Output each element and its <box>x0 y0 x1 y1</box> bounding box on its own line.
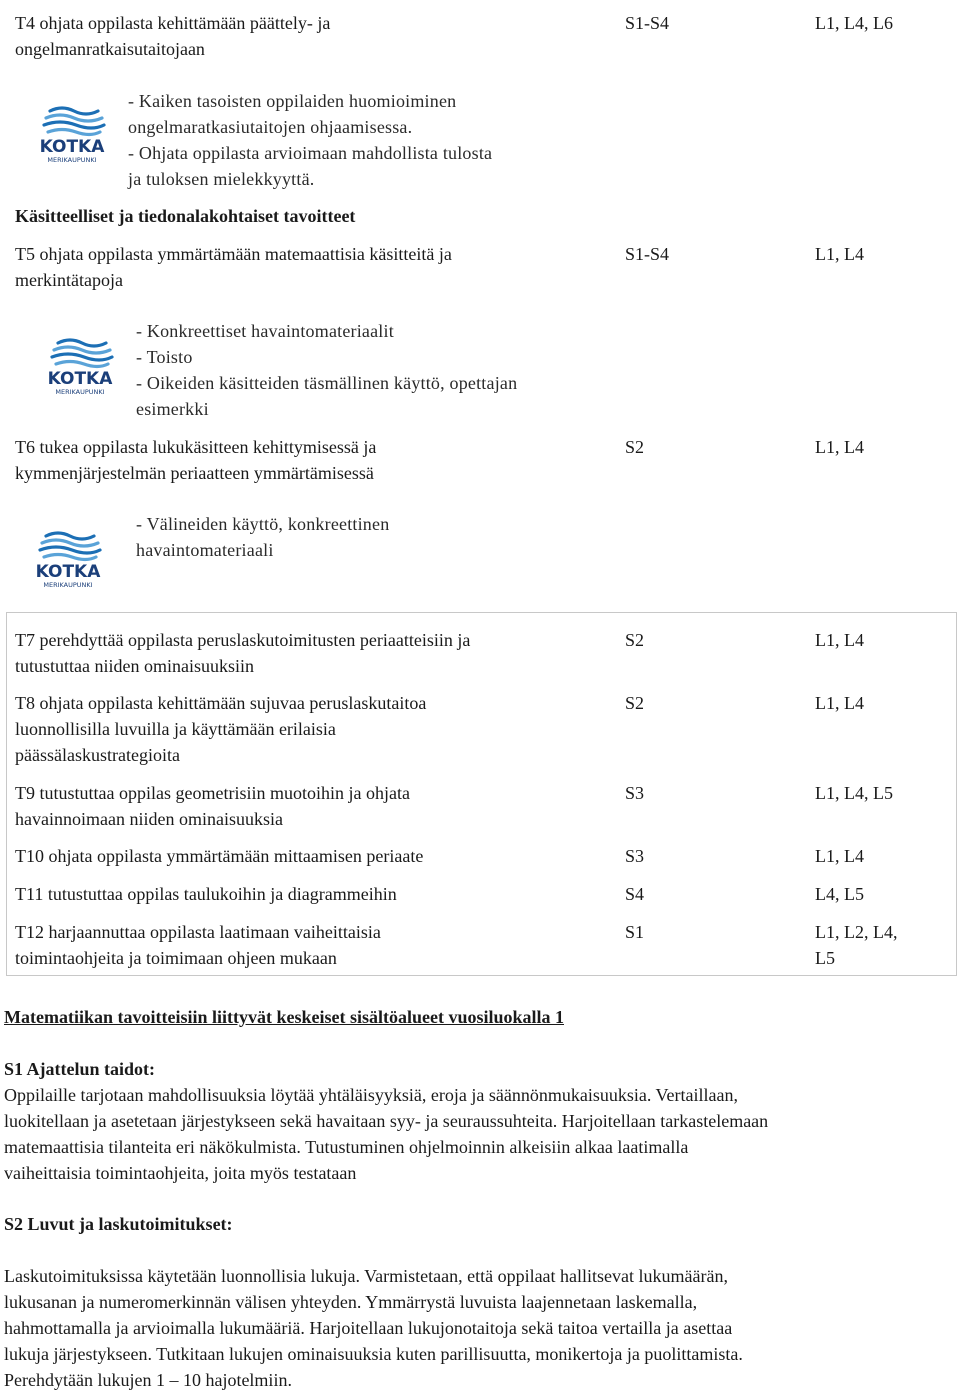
row-t10-goal: T10 ohjata oppilasta ymmärtämään mittaamisen periaate <box>15 846 424 866</box>
row-t8-goal-line: T8 ohjata oppilasta kehittämään sujuvaa peruslaskutaitoa <box>15 693 427 713</box>
kotka-logo <box>38 337 122 399</box>
logo-wave <box>46 115 102 121</box>
row-t12-content-areas: S1 <box>625 922 645 942</box>
row-t4-note <box>128 88 492 192</box>
row-t7-content-areas: S2 <box>625 630 645 650</box>
row-t8-goal-line: luonnollisilla luvuilla ja käyttämään erilaisia <box>15 719 336 739</box>
logo-wave <box>40 547 100 553</box>
logo-wave <box>50 108 98 114</box>
logo-subtext: MERIKAUPUNKI <box>47 156 97 164</box>
logo-wave <box>46 533 94 539</box>
row-t8-goal <box>15 690 426 768</box>
row-t11-competences: L4, L5 <box>815 884 864 904</box>
note-line: - Ohjata oppilasta arvioimaan mahdollista tulosta <box>128 143 493 163</box>
row-t4-goal-line: ongelmanratkaisutaitojaan <box>15 39 205 59</box>
row-t9-content-areas: S3 <box>625 783 645 803</box>
s2-paragraph <box>4 1263 960 1393</box>
row-t12-goal <box>15 919 381 971</box>
logo-wave <box>58 340 106 346</box>
row-t12-competences-line: L1, L2, L4, <box>815 922 898 942</box>
note-line: - Välineiden käyttö, konkreettinen <box>136 514 390 534</box>
logo-wordmark: KOTKA <box>47 369 113 389</box>
paragraph-line: vaiheittaisia toimintaohjeita, joita myös testataan <box>4 1163 357 1183</box>
row-t6-goal-line: T6 tukea oppilasta lukukäsitteen kehittymisessä ja <box>15 437 377 457</box>
logo-subtext: MERIKAUPUNKI <box>55 388 105 396</box>
row-t4-goal <box>15 10 330 62</box>
row-t11-goal: T11 tutustuttaa oppilas taulukoihin ja diagrammeihin <box>15 884 397 904</box>
s2-heading: S2 Luvut ja laskutoimitukset: <box>4 1214 233 1234</box>
row-t5-note <box>136 318 517 422</box>
kotka-logo <box>30 105 114 167</box>
kotka-logo-graphic <box>26 530 110 592</box>
paragraph-line: hahmottamalla ja arvioimalla lukumääriä. Harjoitellaan lukujonotaitoja sekä taitoa vertailla ja asettaa <box>4 1318 733 1338</box>
row-t6-note <box>136 511 389 563</box>
table-rule <box>6 975 957 976</box>
logo-wave <box>54 347 110 353</box>
table-border-right <box>956 612 957 976</box>
row-t7-goal-line: tutustuttaa niiden ominaisuuksiin <box>15 656 254 676</box>
logo-wave <box>44 122 104 128</box>
note-line: - Konkreettiset havaintomateriaalit <box>136 321 394 341</box>
row-t9-competences: L1, L4, L5 <box>815 783 893 803</box>
note-line: esimerkki <box>136 399 209 419</box>
row-t7-goal-line: T7 perehdyttää oppilasta peruslaskutoimitusten periaatteisiin ja <box>15 630 471 650</box>
paragraph-line: matemaattisia tilanteita eri näkökulmista. Tutustuminen ohjelmoinnin alkeisiin alkaa laatimalla <box>4 1137 689 1157</box>
paragraph-line: lukusanan ja numeromerkinnän välisen yhteyden. Ymmärrystä luvuista laajennetaan laskemalla, <box>4 1292 698 1312</box>
note-line: - Oikeiden käsitteiden täsmällinen käyttö, opettajan <box>136 373 518 393</box>
table-border-left <box>6 612 7 976</box>
kotka-logo <box>26 530 110 592</box>
row-t8-content-areas: S2 <box>625 693 645 713</box>
row-t6-goal-line: kymmenjärjestelmän periaatteen ymmärtämisessä <box>15 463 374 483</box>
note-line: - Kaiken tasoisten oppilaiden huomioiminen <box>128 91 457 111</box>
paragraph-line: Perehdytään lukujen 1 – 10 hajotelmiin. <box>4 1370 292 1390</box>
paragraph-line: luokitellaan ja asetetaan järjestykseen sekä havaitaan syy- ja seuraussuhteita. Harjoitellaan tarkastelemaan <box>4 1111 769 1131</box>
row-t4-competences: L1, L4, L6 <box>815 13 893 33</box>
logo-wave <box>56 362 108 367</box>
kotka-logo-graphic <box>38 337 122 399</box>
row-t9-goal-line: havainnoimaan niiden ominaisuuksia <box>15 809 283 829</box>
note-line: - Toisto <box>136 347 193 367</box>
logo-wordmark: KOTKA <box>39 137 105 157</box>
s1-heading: S1 Ajattelun taidot: <box>4 1059 156 1079</box>
logo-wordmark: KOTKA <box>35 562 101 582</box>
row-t9-goal-line: T9 tutustuttaa oppilas geometrisiin muotoihin ja ohjata <box>15 783 410 803</box>
row-t10-content-areas: S3 <box>625 846 645 866</box>
row-t5-goal-line: merkintätapoja <box>15 270 123 290</box>
logo-subtext: MERIKAUPUNKI <box>43 581 93 589</box>
logo-wave <box>52 354 112 360</box>
row-t10-competences: L1, L4 <box>815 846 864 866</box>
section-heading: Käsitteelliset ja tiedonalakohtaiset tavoitteet <box>15 206 356 226</box>
row-t9-goal <box>15 780 410 832</box>
logo-wave <box>44 555 96 560</box>
row-t11-content-areas: S4 <box>625 884 645 904</box>
row-t6-competences: L1, L4 <box>815 437 864 457</box>
content-title: Matematiikan tavoitteisiin liittyvät keskeiset sisältöalueet vuosiluokalla 1 <box>4 1007 564 1027</box>
row-t5-goal-line: T5 ohjata oppilasta ymmärtämään matemaattisia käsitteitä ja <box>15 244 452 264</box>
row-t12-goal-line: toimintaohjeita ja toimimaan ohjeen mukaan <box>15 948 337 968</box>
row-t6-content-areas: S2 <box>625 437 645 457</box>
row-t7-competences: L1, L4 <box>815 630 864 650</box>
note-line: ongelmaratkasiutaitojen ohjaamisessa. <box>128 117 413 137</box>
table-rule <box>6 612 957 613</box>
note-line: havaintomateriaali <box>136 540 274 560</box>
row-t4-goal-line: T4 ohjata oppilasta kehittämään päättely- ja <box>15 13 331 33</box>
row-t12-goal-line: T12 harjaannuttaa oppilasta laatimaan vaiheittaisia <box>15 922 381 942</box>
row-t5-competences: L1, L4 <box>815 244 864 264</box>
row-t12-competences-line: L5 <box>815 948 835 968</box>
paragraph-line: lukuja järjestykseen. Tutkitaan lukujen ominaisuuksia kuten parillisuutta, monikertoja ja puolittamista. <box>4 1344 743 1364</box>
row-t8-competences: L1, L4 <box>815 693 864 713</box>
row-t4-content-areas: S1-S4 <box>625 13 670 33</box>
paragraph-line: Oppilaille tarjotaan mahdollisuuksia löytää yhtäläisyyksiä, eroja ja säännönmukaisuuksia. Vertaillaan, <box>4 1085 738 1105</box>
row-t12-competences <box>815 919 898 971</box>
row-t5-content-areas: S1-S4 <box>625 244 670 264</box>
note-line: ja tuloksen mielekkyyttä. <box>128 169 315 189</box>
paragraph-line: Laskutoimituksissa käytetään luonnollisia lukuja. Varmistetaan, että oppilaat hallitsevat lukumäärän, <box>4 1266 728 1286</box>
kotka-logo-graphic <box>30 105 114 167</box>
logo-wave <box>48 130 100 135</box>
row-t5-goal <box>15 241 452 293</box>
s1-paragraph <box>4 1082 960 1186</box>
row-t6-goal <box>15 434 376 486</box>
logo-wave <box>42 540 98 546</box>
row-t7-goal <box>15 627 470 679</box>
row-t8-goal-line: päässälaskustrategioita <box>15 745 180 765</box>
